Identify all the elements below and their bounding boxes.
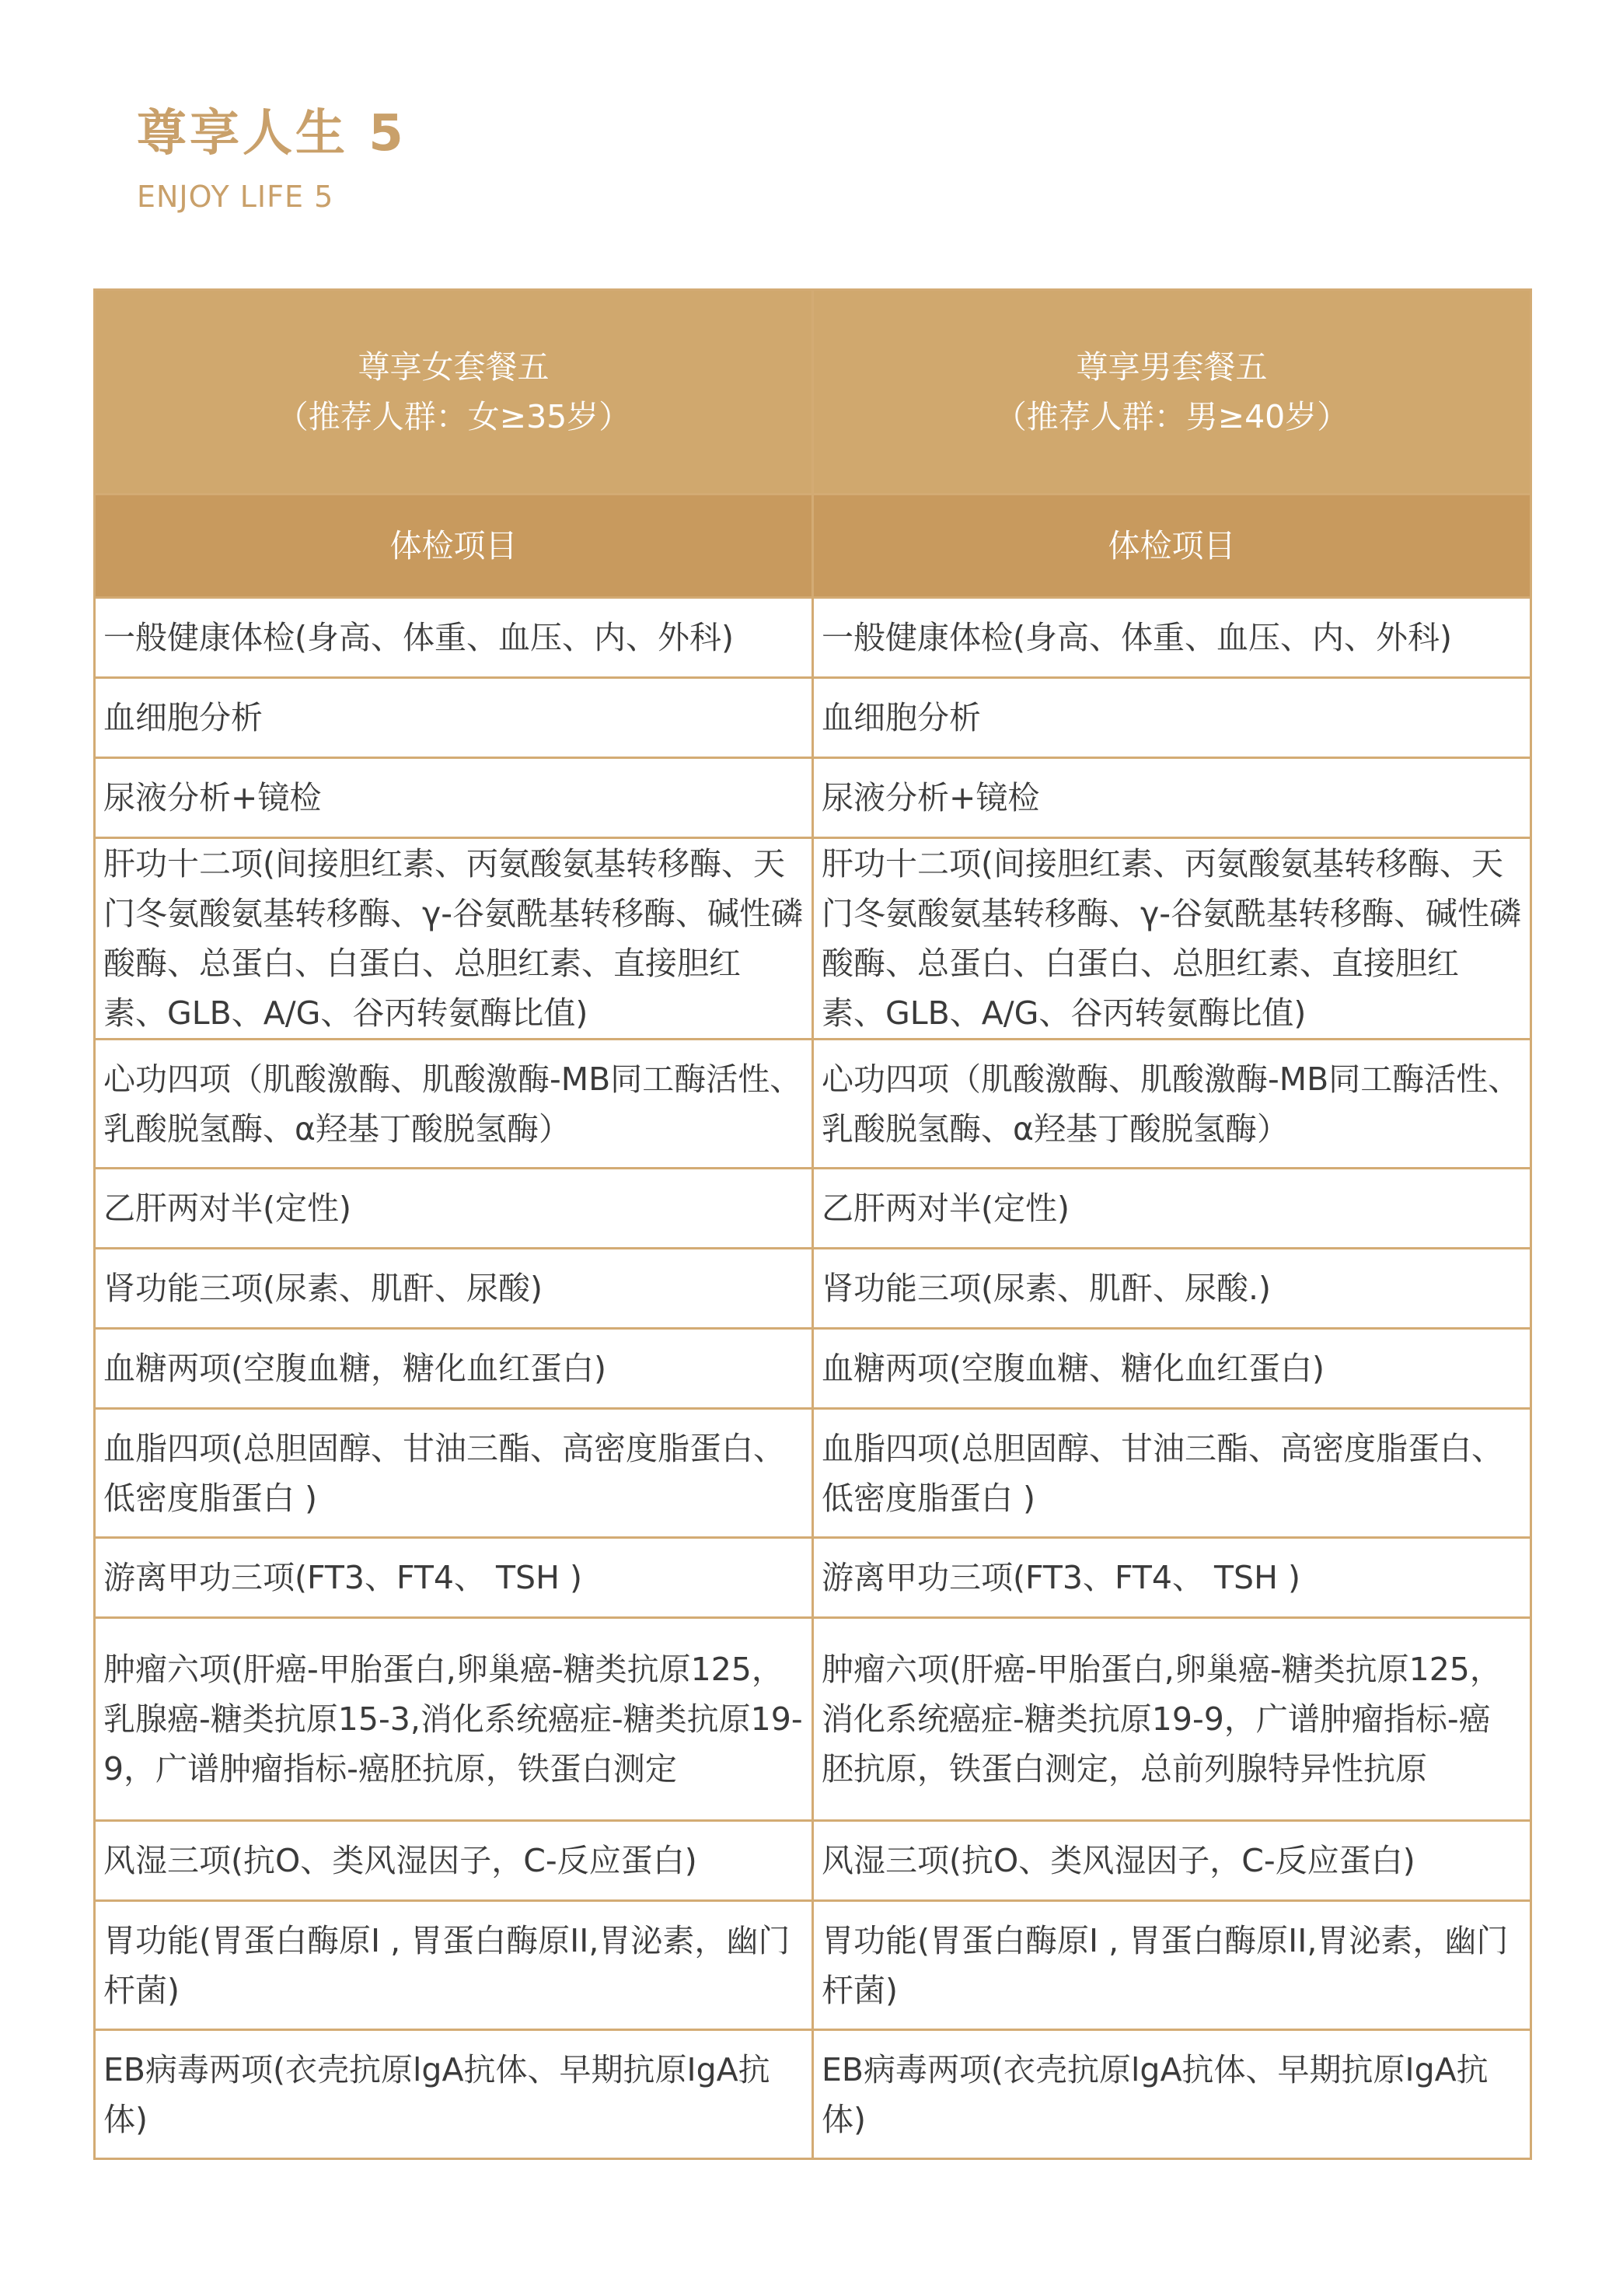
table-row: [95, 598, 1531, 678]
table-cell: 血脂四项(总胆固醇、甘油三酯、高密度脂蛋白、低密度脂蛋白 ): [95, 1409, 813, 1538]
page-title: 尊享人生 5: [137, 105, 407, 163]
table-cell: 乙肝两对半(定性): [95, 1169, 813, 1249]
table-cell: 一般健康体检(身高、体重、血压、内、外科): [813, 598, 1531, 678]
table-row: [95, 758, 1531, 838]
table-cell: 乙肝两对半(定性): [813, 1169, 1531, 1249]
subheader-male: 体检项目: [813, 494, 1531, 598]
package-audience: （推荐人群：男≥40岁）: [994, 398, 1349, 435]
table-row: [95, 1249, 1531, 1329]
table-row: [95, 2030, 1531, 2159]
table-cell: 血糖两项(空腹血糖，糖化血红蛋白): [95, 1329, 813, 1409]
page-subtitle: ENJOY LIFE 5: [137, 180, 334, 214]
table-cell: 血细胞分析: [813, 678, 1531, 758]
table-row: [95, 1329, 1531, 1409]
package-name: 尊享男套餐五: [1076, 348, 1268, 386]
table-row: [95, 1169, 1531, 1249]
table-cell: 游离甲功三项(FT3、FT4、 TSH ): [95, 1538, 813, 1618]
table-cell: 风湿三项(抗O、类风湿因子，C-反应蛋白): [95, 1821, 813, 1901]
table-row: [95, 1538, 1531, 1618]
package-audience: （推荐人群：女≥35岁）: [276, 398, 631, 435]
table-cell: 心功四项（肌酸激酶、肌酸激酶-MB同工酶活性、乳酸脱氢酶、α羟基丁酸脱氢酶）: [95, 1040, 813, 1169]
table-cell: 血脂四项(总胆固醇、甘油三酯、高密度脂蛋白、低密度脂蛋白 ): [813, 1409, 1531, 1538]
table-cell: 胃功能(胃蛋白酶原I , 胃蛋白酶原II,胃泌素，幽门杆菌): [95, 1901, 813, 2030]
table-header-row: [95, 290, 1531, 494]
table-row: [95, 678, 1531, 758]
table-cell: EB病毒两项(衣壳抗原lgA抗体、早期抗原IgA抗体): [813, 2030, 1531, 2159]
table-cell: 肿瘤六项(肝癌-甲胎蛋白,卵巢癌-糖类抗原125，消化系统癌症-糖类抗原19-9，广谱肿瘤指标-癌胚抗原，铁蛋白测定，总前列腺特异性抗原: [813, 1618, 1531, 1821]
package-name: 尊享女套餐五: [358, 348, 550, 386]
column-header-male: [813, 290, 1531, 494]
table-cell: 尿液分析+镜检: [95, 758, 813, 838]
table-cell: 肾功能三项(尿素、肌酐、尿酸.): [813, 1249, 1531, 1329]
table-cell: EB病毒两项(衣壳抗原lgA抗体、早期抗原IgA抗体): [95, 2030, 813, 2159]
package-table: [93, 288, 1532, 2160]
subheader-female: 体检项目: [95, 494, 813, 598]
table-cell: 血糖两项(空腹血糖、糖化血红蛋白): [813, 1329, 1531, 1409]
table-row: [95, 1618, 1531, 1821]
table-cell: 风湿三项(抗O、类风湿因子，C-反应蛋白): [813, 1821, 1531, 1901]
table-row: [95, 1821, 1531, 1901]
table-cell: 肿瘤六项(肝癌-甲胎蛋白,卵巢癌-糖类抗原125，乳腺癌-糖类抗原15-3,消化系统癌症-糖类抗原19-9，广谱肿瘤指标-癌胚抗原，铁蛋白测定: [95, 1618, 813, 1821]
table-cell: 肝功十二项(间接胆红素、丙氨酸氨基转移酶、天门冬氨酸氨基转移酶、γ-谷氨酰基转移酶、碱性磷酸酶、总蛋白、白蛋白、总胆红素、直接胆红素、GLB、A/G、谷丙转氨酶比值): [95, 838, 813, 1040]
table-row: [95, 1040, 1531, 1169]
table-cell: 尿液分析+镜检: [813, 758, 1531, 838]
table-cell: 一般健康体检(身高、体重、血压、内、外科): [95, 598, 813, 678]
table-row: [95, 1409, 1531, 1538]
table-cell: 胃功能(胃蛋白酶原I , 胃蛋白酶原II,胃泌素，幽门杆菌): [813, 1901, 1531, 2030]
table-subheader-row: [95, 494, 1531, 598]
table-row: [95, 1901, 1531, 2030]
table-cell: 心功四项（肌酸激酶、肌酸激酶-MB同工酶活性、乳酸脱氢酶、α羟基丁酸脱氢酶）: [813, 1040, 1531, 1169]
table-cell: 血细胞分析: [95, 678, 813, 758]
table-cell: 肾功能三项(尿素、肌酐、尿酸): [95, 1249, 813, 1329]
column-header-female: [95, 290, 813, 494]
table-cell: 肝功十二项(间接胆红素、丙氨酸氨基转移酶、天门冬氨酸氨基转移酶、γ-谷氨酰基转移酶、碱性磷酸酶、总蛋白、白蛋白、总胆红素、直接胆红素、GLB、A/G、谷丙转氨酶比值): [813, 838, 1531, 1040]
table-cell: 游离甲功三项(FT3、FT4、 TSH ): [813, 1538, 1531, 1618]
table-row: [95, 838, 1531, 1040]
